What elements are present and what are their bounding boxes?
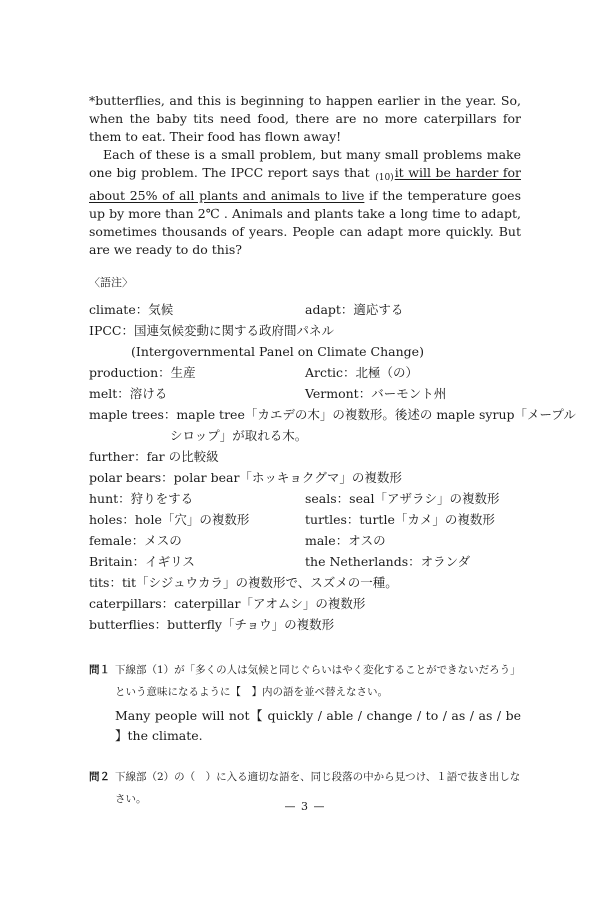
- glossary-term-further: further：far の比較級: [89, 449, 219, 464]
- glossary-row: [89, 446, 521, 467]
- glossary-term-male: male：オスの: [305, 533, 386, 548]
- exam-page: [89, 92, 576, 892]
- glossary-title: 〈語注〉: [89, 276, 133, 289]
- glossary-row: [89, 551, 521, 572]
- question-1-sentence: Many people will not【 quickly / able / change / to / as / as / be 】the climate.: [115, 708, 521, 743]
- glossary-row: [89, 341, 521, 362]
- glossary-term-seals: seals：seal「アザラシ」の複数形: [305, 491, 500, 506]
- question-1: [89, 659, 521, 746]
- passage-paragraph-1: *butterflies, and this is beginning to happen earlier in the year. So, when the baby tits need food, there are no more caterpillars for them to eat. Their food has flown away!: [89, 93, 521, 144]
- paragraph-2-rest: if the temperature goes up by more than 2℃ . Animals and plants take a long time to adapt, sometimes thousands of years. People can adapt more quickly. But are we ready to do this?: [89, 188, 521, 257]
- glossary-term-production: production：生産: [89, 365, 196, 380]
- passage-paragraph-2: [89, 146, 521, 259]
- question-2-instruction: 下線部（2）の（ ）に入る適切な語を、同じ段落の中から見つけ、１語で抜き出しなさい。: [115, 771, 521, 805]
- glossary-row: [89, 467, 521, 488]
- glossary-row: [89, 362, 521, 383]
- glossary-term-maple-trees: maple trees：maple tree「カエデの木」の複数形。後述の maple syrup「メープル: [89, 407, 576, 422]
- glossary-row: [89, 320, 521, 341]
- glossary-row: [89, 614, 521, 635]
- glossary-term-ipcc: IPCC：国連気候変動に関する政府間パネル: [89, 323, 334, 338]
- glossary-row: [89, 299, 521, 320]
- underlined-phrase-10: it will be harder for about 25% of all plants and animals to live: [89, 165, 521, 203]
- glossary-row: [89, 530, 521, 551]
- question-1-label: 問１: [89, 664, 110, 676]
- question-2-label: 問２: [89, 771, 110, 783]
- glossary-row: [89, 593, 521, 614]
- glossary-term-caterpillars: caterpillars：caterpillar「アオムシ」の複数形: [89, 596, 366, 611]
- glossary-term-melt: melt：溶ける: [89, 386, 168, 401]
- glossary-term-holes: holes：hole「穴」の複数形: [89, 512, 250, 527]
- paragraph-2-lead: Each of these is a small problem, but many small problems make one big problem. The IPCC report says that: [89, 147, 521, 180]
- glossary-term-adapt: adapt：適応する: [305, 302, 404, 317]
- glossary-row: [89, 572, 521, 593]
- glossary-term-netherlands: the Netherlands：オランダ: [305, 554, 471, 569]
- glossary-term-climate: climate：気候: [89, 302, 174, 317]
- glossary-maple-continuation: シロップ」が取れる木。: [170, 428, 308, 443]
- glossary-term-turtles: turtles：turtle「カメ」の複数形: [305, 512, 495, 527]
- glossary-term-arctic: Arctic：北極（の）: [305, 365, 419, 380]
- underline-number-10: (10): [375, 173, 394, 183]
- glossary-row: [89, 509, 521, 530]
- glossary-row: [89, 404, 576, 425]
- glossary-term-female: female：メスの: [89, 533, 182, 548]
- glossary-term-butterflies: butterflies：butterfly「チョウ」の複数形: [89, 617, 335, 632]
- glossary-list: [89, 299, 576, 635]
- glossary-row: [89, 425, 521, 446]
- glossary-term-polar-bears: polar bears：polar bear「ホッキョクグマ」の複数形: [89, 470, 402, 485]
- glossary-row: [89, 383, 521, 404]
- glossary-term-tits: tits：tit「シジュウカラ」の複数形で、スズメの一種。: [89, 575, 398, 590]
- glossary-term-vermont: Vermont：バーモント州: [305, 386, 447, 401]
- glossary-term-britain: Britain：イギリス: [89, 554, 195, 569]
- glossary-row: [89, 488, 521, 509]
- page-number: — 3 —: [284, 800, 326, 813]
- question-1-instruction: 下線部（1）が「多くの人は気候と同じぐらいはやく変化することができないだろう」という意味になるように【 】内の語を並べ替えなさい。: [115, 664, 521, 698]
- glossary-ipcc-expansion: (Intergovernmental Panel on Climate Change): [131, 344, 424, 359]
- glossary-term-hunt: hunt：狩りをする: [89, 491, 194, 506]
- reading-passage: [89, 92, 521, 259]
